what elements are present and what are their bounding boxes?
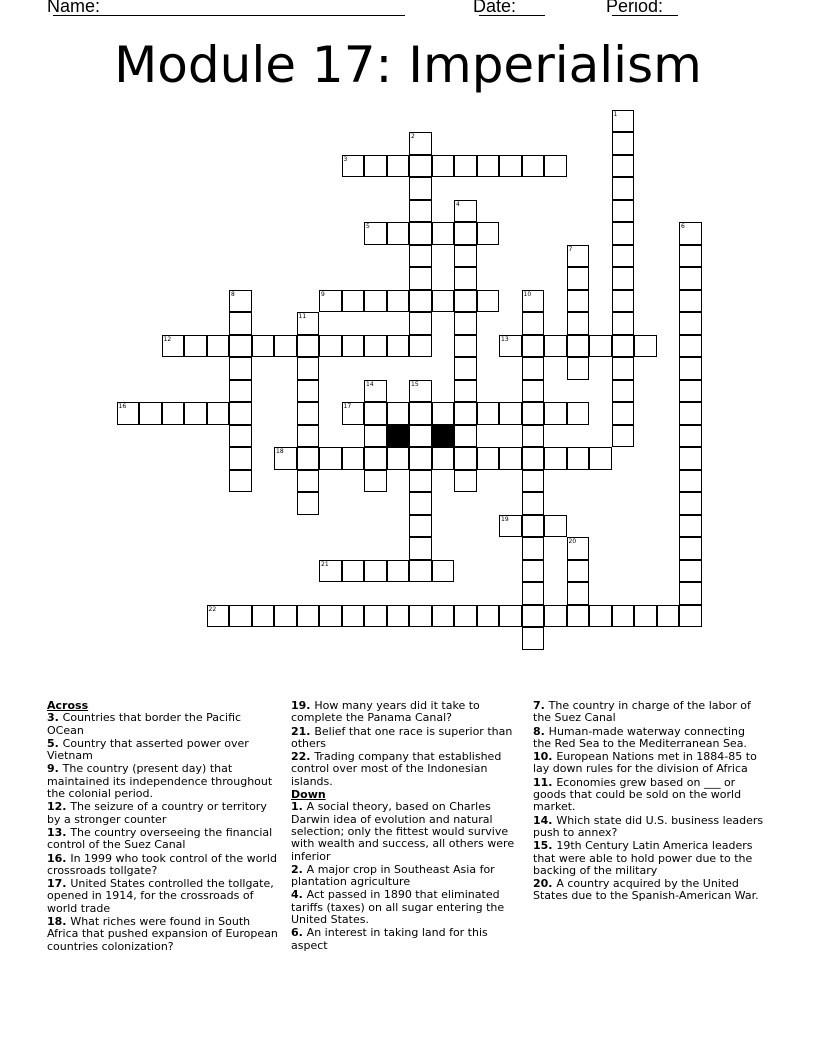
grid-cell[interactable]	[229, 290, 252, 313]
grid-cell[interactable]	[432, 402, 455, 425]
clue-number: 22	[208, 605, 217, 613]
grid-cell[interactable]	[567, 335, 590, 358]
grid-cell[interactable]	[612, 357, 635, 380]
clue-text: Act passed in 1890 that eliminated tariffs (taxes) on all sugar entering the United States.	[291, 888, 505, 927]
clue-text: A social theory, based on Charles Darwin idea of evolution and natural selection; only the fittest would survive with wealth and success, all others were inferior	[291, 800, 515, 863]
grid-cell[interactable]	[364, 222, 387, 245]
grid-cell[interactable]	[454, 447, 477, 470]
clue-num: 19.	[291, 699, 315, 712]
grid-cell[interactable]	[409, 605, 432, 628]
clue-number: 19	[501, 515, 509, 523]
clue-text: Which state did U.S. business leaders push to annex?	[533, 813, 764, 839]
grid-cell[interactable]	[522, 155, 545, 178]
grid-cell[interactable]	[522, 582, 545, 605]
black-square	[432, 425, 455, 448]
grid-cell[interactable]	[679, 357, 702, 380]
clue-text: A country acquired by the United States due to the Spanish-American War.	[533, 877, 759, 903]
grid-cell[interactable]	[499, 515, 522, 538]
grid-cell[interactable]	[522, 605, 545, 628]
clue-item	[291, 927, 523, 952]
clue-text: United States controlled the tollgate, opened in 1914, for the crossroads of world trade	[47, 877, 274, 915]
clue-item	[47, 916, 279, 953]
grid-cell[interactable]	[544, 155, 567, 178]
grid-cell[interactable]	[679, 582, 702, 605]
grid-cell[interactable]	[612, 290, 635, 313]
grid-cell[interactable]	[297, 312, 320, 335]
grid-cell[interactable]	[567, 245, 590, 268]
grid-cell[interactable]	[229, 470, 252, 493]
grid-cell[interactable]	[679, 425, 702, 448]
down-clue-list-continued	[533, 700, 765, 903]
grid-cell[interactable]	[229, 447, 252, 470]
grid-cell[interactable]	[612, 335, 635, 358]
grid-cell[interactable]	[162, 335, 185, 358]
grid-cell[interactable]	[544, 447, 567, 470]
grid-cell[interactable]	[612, 425, 635, 448]
grid-cell[interactable]	[679, 492, 702, 515]
grid-cell[interactable]	[477, 605, 500, 628]
grid-cell[interactable]	[679, 605, 702, 628]
clue-text: Country that asserted power over Vietnam	[47, 736, 249, 763]
clue-num: 16.	[47, 851, 71, 865]
grid-cell[interactable]	[409, 290, 432, 313]
clue-number: 3	[343, 155, 348, 163]
grid-cell[interactable]	[612, 402, 635, 425]
grid-cell[interactable]	[229, 380, 252, 403]
clue-number: 9	[321, 290, 325, 298]
grid-cell[interactable]	[207, 335, 230, 358]
grid-cell[interactable]	[522, 537, 545, 560]
grid-cell[interactable]	[454, 425, 477, 448]
grid-cell[interactable]	[432, 222, 455, 245]
grid-cell[interactable]	[612, 312, 635, 335]
grid-cell[interactable]	[364, 560, 387, 583]
grid-cell[interactable]	[612, 155, 635, 178]
grid-cell[interactable]	[207, 402, 230, 425]
clue-num: 21.	[291, 724, 315, 738]
period-label: Period:	[606, 0, 664, 16]
grid-cell[interactable]	[364, 335, 387, 358]
clue-num: 14.	[533, 813, 557, 827]
clue-num: 20.	[533, 877, 557, 891]
clue-text: The country in charge of the labor of the Suez Canal	[533, 699, 751, 725]
grid-cell[interactable]	[387, 155, 410, 178]
grid-cell[interactable]	[567, 560, 590, 583]
black-square	[387, 425, 410, 448]
grid-cell[interactable]	[679, 560, 702, 583]
grid-cell[interactable]	[612, 200, 635, 223]
grid-cell[interactable]	[364, 290, 387, 313]
grid-cell[interactable]	[229, 605, 252, 628]
grid-cell[interactable]	[454, 357, 477, 380]
down-clue-list	[291, 801, 523, 952]
grid-cell[interactable]	[567, 267, 590, 290]
grid-cell[interactable]	[342, 402, 365, 425]
grid-cell[interactable]	[409, 245, 432, 268]
grid-cell[interactable]	[297, 605, 320, 628]
clue-number: 16	[118, 403, 127, 410]
clue-number: 4	[456, 200, 460, 208]
grid-cell[interactable]	[274, 605, 297, 628]
clue-num: 7.	[533, 699, 549, 712]
grid-cell[interactable]	[454, 245, 477, 268]
clue-text: Countries that border the Pacific OCean	[47, 711, 242, 737]
clue-text: The country (present day) that maintained its independence throughout the colonial period.	[47, 762, 273, 801]
grid-cell[interactable]	[657, 605, 680, 628]
grid-cell[interactable]	[409, 492, 432, 515]
grid-cell[interactable]	[364, 605, 387, 628]
grid-cell[interactable]	[679, 380, 702, 403]
clue-num: 3.	[47, 711, 63, 725]
clue-item	[533, 878, 765, 903]
clue-item	[291, 700, 523, 725]
grid-cell[interactable]	[409, 312, 432, 335]
grid-cell[interactable]	[409, 177, 432, 200]
clues-column-3	[533, 700, 765, 904]
grid-cell[interactable]	[567, 290, 590, 313]
grid-cell[interactable]	[499, 605, 522, 628]
grid-cell[interactable]	[409, 267, 432, 290]
grid-cell[interactable]	[522, 627, 545, 650]
clue-number: 11	[298, 313, 307, 320]
across-clue-list-continued	[291, 700, 523, 788]
grid-cell[interactable]	[387, 290, 410, 313]
grid-cell[interactable]	[252, 335, 275, 358]
clue-num: 9.	[47, 762, 63, 776]
grid-cell[interactable]	[364, 425, 387, 448]
grid-cell[interactable]	[454, 402, 477, 425]
clue-text: The seizure of a country or territory by a stronger counter	[47, 800, 267, 826]
clue-number: 1	[613, 110, 618, 118]
grid-cell[interactable]	[387, 402, 410, 425]
clue-item	[47, 712, 279, 737]
grid-cell[interactable]	[409, 200, 432, 223]
clue-num: 12.	[47, 800, 71, 814]
grid-cell[interactable]	[679, 245, 702, 268]
grid-cell[interactable]	[229, 402, 252, 425]
grid-cell[interactable]	[522, 335, 545, 358]
grid-cell[interactable]	[522, 492, 545, 515]
clues-column-1	[47, 700, 279, 954]
grid-cell[interactable]	[589, 605, 612, 628]
grid-cell[interactable]	[679, 267, 702, 290]
grid-cell[interactable]	[117, 402, 140, 425]
grid-cell[interactable]	[499, 447, 522, 470]
grid-cell[interactable]	[364, 155, 387, 178]
grid-cell[interactable]	[319, 605, 342, 628]
grid-cell[interactable]	[612, 222, 635, 245]
grid-cell[interactable]	[612, 267, 635, 290]
clue-num: 2.	[291, 862, 307, 876]
clue-text: A major crop in Southeast Asia for plantation agriculture	[291, 862, 495, 889]
grid-cell[interactable]	[319, 290, 342, 313]
grid-cell[interactable]	[567, 537, 590, 560]
grid-cell[interactable]	[229, 425, 252, 448]
clue-item	[47, 738, 279, 763]
grid-cell[interactable]	[499, 155, 522, 178]
grid-cell[interactable]	[409, 537, 432, 560]
grid-cell[interactable]	[387, 605, 410, 628]
grid-cell[interactable]	[522, 380, 545, 403]
grid-cell[interactable]	[612, 110, 635, 133]
clue-number: 8	[231, 290, 235, 298]
grid-cell[interactable]	[364, 380, 387, 403]
grid-cell[interactable]	[229, 312, 252, 335]
grid-cell[interactable]	[319, 447, 342, 470]
grid-cell[interactable]	[387, 560, 410, 583]
clue-text: What riches were found in South Africa that pushed expansion of European countries colonization?	[47, 915, 278, 953]
grid-cell[interactable]	[342, 290, 365, 313]
grid-cell[interactable]	[409, 380, 432, 403]
clue-item	[533, 700, 765, 725]
date-label: Date:	[473, 0, 517, 16]
clue-number: 13	[501, 335, 509, 343]
clue-item	[47, 853, 279, 878]
grid-cell[interactable]	[544, 605, 567, 628]
clue-text: Economies grew based on ___ or goods that could be sold on the world market.	[533, 775, 742, 814]
clue-number: 17	[343, 403, 352, 410]
grid-cell[interactable]	[409, 402, 432, 425]
grid-cell[interactable]	[589, 447, 612, 470]
grid-cell[interactable]	[229, 335, 252, 358]
clue-num: 13.	[47, 825, 71, 839]
grid-cell[interactable]	[522, 425, 545, 448]
grid-cell[interactable]	[679, 402, 702, 425]
grid-cell[interactable]	[544, 402, 567, 425]
name-label: Name:	[47, 0, 101, 16]
grid-cell[interactable]	[567, 447, 590, 470]
grid-cell[interactable]	[454, 312, 477, 335]
grid-cell[interactable]	[679, 515, 702, 538]
clue-num: 6.	[291, 926, 307, 940]
clue-item	[291, 864, 523, 889]
clue-item	[533, 815, 765, 840]
grid-cell[interactable]	[454, 200, 477, 223]
clue-text: Trading company that established control over most of the Indonesian islands.	[291, 750, 502, 788]
clue-number: 20	[568, 538, 577, 545]
clue-number: 2	[411, 133, 415, 140]
grid-cell[interactable]	[409, 560, 432, 583]
grid-cell[interactable]	[679, 222, 702, 245]
grid-cell[interactable]	[612, 132, 635, 155]
grid-cell[interactable]	[387, 447, 410, 470]
grid-cell[interactable]	[162, 402, 185, 425]
grid-cell[interactable]	[612, 380, 635, 403]
grid-cell[interactable]	[364, 470, 387, 493]
grid-cell[interactable]	[454, 605, 477, 628]
grid-cell[interactable]	[364, 447, 387, 470]
clues-column-2	[291, 700, 523, 953]
clue-number: 7	[568, 245, 573, 253]
grid-cell[interactable]	[634, 605, 657, 628]
grid-cell[interactable]	[409, 425, 432, 448]
clue-num: 1.	[291, 800, 307, 814]
grid-cell[interactable]	[319, 560, 342, 583]
grid-cell[interactable]	[184, 402, 207, 425]
clue-number: 14	[366, 380, 374, 388]
grid-cell[interactable]	[297, 402, 320, 425]
clue-item	[47, 827, 279, 852]
grid-cell[interactable]	[454, 222, 477, 245]
grid-cell[interactable]	[612, 245, 635, 268]
clue-item	[291, 801, 523, 862]
clue-text: An interest in taking land for this aspect	[291, 926, 488, 952]
grid-cell[interactable]	[499, 402, 522, 425]
clue-item	[47, 801, 279, 826]
grid-cell[interactable]	[342, 335, 365, 358]
across-heading: Across	[47, 699, 89, 712]
clue-text: Human-made waterway connecting the Red Sea to the Mediterranean Sea.	[533, 724, 747, 750]
clue-text: In 1999 who took control of the world crossroads tollgate?	[47, 851, 277, 877]
grid-cell[interactable]	[297, 335, 320, 358]
grid-cell[interactable]	[342, 605, 365, 628]
grid-cell[interactable]	[679, 447, 702, 470]
clue-num: 15.	[533, 839, 557, 853]
grid-cell[interactable]	[409, 447, 432, 470]
clue-text: European Nations met in 1884-85 to lay down rules for the division of Africa	[533, 750, 757, 776]
grid-cell[interactable]	[454, 380, 477, 403]
grid-cell[interactable]	[679, 335, 702, 358]
grid-cell[interactable]	[297, 357, 320, 380]
grid-cell[interactable]	[522, 447, 545, 470]
grid-cell[interactable]	[679, 470, 702, 493]
grid-cell[interactable]	[432, 560, 455, 583]
grid-cell[interactable]	[432, 290, 455, 313]
clue-number: 10	[523, 290, 532, 298]
clue-item	[47, 878, 279, 915]
grid-cell[interactable]	[567, 582, 590, 605]
grid-cell[interactable]	[297, 425, 320, 448]
grid-cell[interactable]	[364, 402, 387, 425]
clue-num: 8.	[533, 724, 549, 738]
clue-number: 15	[411, 380, 419, 388]
grid-cell[interactable]	[499, 335, 522, 358]
grid-cell[interactable]	[252, 605, 275, 628]
grid-cell[interactable]	[409, 515, 432, 538]
grid-cell[interactable]	[274, 447, 297, 470]
clue-number: 21	[321, 560, 329, 568]
clue-item	[291, 726, 523, 751]
grid-cell[interactable]	[409, 222, 432, 245]
clue-number: 5	[366, 223, 370, 230]
clue-num: 17.	[47, 877, 71, 891]
grid-cell[interactable]	[679, 312, 702, 335]
grid-cell[interactable]	[297, 380, 320, 403]
grid-cell[interactable]	[634, 335, 657, 358]
grid-cell[interactable]	[387, 335, 410, 358]
clue-text: Belief that one race is superior than others	[291, 724, 513, 750]
clue-num: 4.	[291, 888, 307, 902]
grid-cell[interactable]	[522, 312, 545, 335]
clue-item	[533, 726, 765, 751]
clue-num: 11.	[533, 775, 557, 789]
clue-item	[533, 777, 765, 814]
down-heading: Down	[291, 788, 326, 802]
grid-cell[interactable]	[544, 335, 567, 358]
clue-num: 10.	[533, 750, 557, 764]
grid-cell[interactable]	[229, 357, 252, 380]
grid-cell[interactable]	[522, 290, 545, 313]
grid-cell[interactable]	[319, 335, 342, 358]
grid-cell[interactable]	[454, 335, 477, 358]
grid-cell[interactable]	[454, 470, 477, 493]
grid-cell[interactable]	[477, 290, 500, 313]
grid-cell[interactable]	[409, 132, 432, 155]
clue-number: 12	[163, 335, 172, 343]
grid-cell[interactable]	[432, 447, 455, 470]
grid-cell[interactable]	[139, 402, 162, 425]
across-clue-list	[47, 712, 279, 953]
grid-cell[interactable]	[297, 470, 320, 493]
grid-cell[interactable]	[454, 267, 477, 290]
grid-cell[interactable]	[454, 290, 477, 313]
grid-cell[interactable]	[522, 402, 545, 425]
clue-number: 18	[276, 448, 284, 455]
clue-text: 19th Century Latin America leaders that were able to hold power due to the backing of the military	[533, 839, 753, 877]
clue-num: 22.	[291, 750, 315, 764]
grid-cell[interactable]	[387, 222, 410, 245]
grid-cell[interactable]	[409, 335, 432, 358]
grid-cell[interactable]	[589, 335, 612, 358]
clue-num: 18.	[47, 915, 71, 929]
grid-cell[interactable]	[567, 605, 590, 628]
grid-cell[interactable]	[522, 560, 545, 583]
grid-cell[interactable]	[342, 560, 365, 583]
clue-num: 5.	[47, 736, 63, 750]
grid-cell[interactable]	[522, 470, 545, 493]
grid-cell[interactable]	[477, 222, 500, 245]
grid-cell[interactable]	[342, 447, 365, 470]
grid-cell[interactable]	[522, 515, 545, 538]
grid-cell[interactable]	[454, 155, 477, 178]
clue-text: How many years did it take to complete the Panama Canal?	[291, 699, 480, 725]
clue-item	[47, 763, 279, 800]
grid-cell[interactable]	[544, 515, 567, 538]
grid-cell[interactable]	[477, 155, 500, 178]
grid-cell[interactable]	[612, 605, 635, 628]
grid-cell[interactable]	[432, 155, 455, 178]
grid-cell[interactable]	[477, 402, 500, 425]
page-title: Module 17: Imperialism	[114, 36, 702, 94]
grid-cell[interactable]	[297, 492, 320, 515]
clue-text: The country overseeing the financial control of the Suez Canal	[47, 825, 273, 852]
grid-cell[interactable]	[274, 335, 297, 358]
grid-cell[interactable]	[567, 357, 590, 380]
grid-cell[interactable]	[522, 357, 545, 380]
grid-cell[interactable]	[297, 447, 320, 470]
clue-item	[533, 840, 765, 877]
grid-cell[interactable]	[184, 335, 207, 358]
grid-cell[interactable]	[409, 155, 432, 178]
clue-item	[533, 751, 765, 776]
grid-cell[interactable]	[567, 402, 590, 425]
grid-cell[interactable]	[567, 312, 590, 335]
grid-cell[interactable]	[477, 447, 500, 470]
clue-item	[291, 751, 523, 788]
grid-cell[interactable]	[612, 177, 635, 200]
grid-cell[interactable]	[432, 605, 455, 628]
grid-cell[interactable]	[679, 290, 702, 313]
grid-cell[interactable]	[207, 605, 230, 628]
grid-cell[interactable]	[409, 470, 432, 493]
clue-number: 6	[681, 223, 685, 230]
grid-cell[interactable]	[342, 155, 365, 178]
grid-cell[interactable]	[679, 537, 702, 560]
clue-item	[291, 889, 523, 926]
